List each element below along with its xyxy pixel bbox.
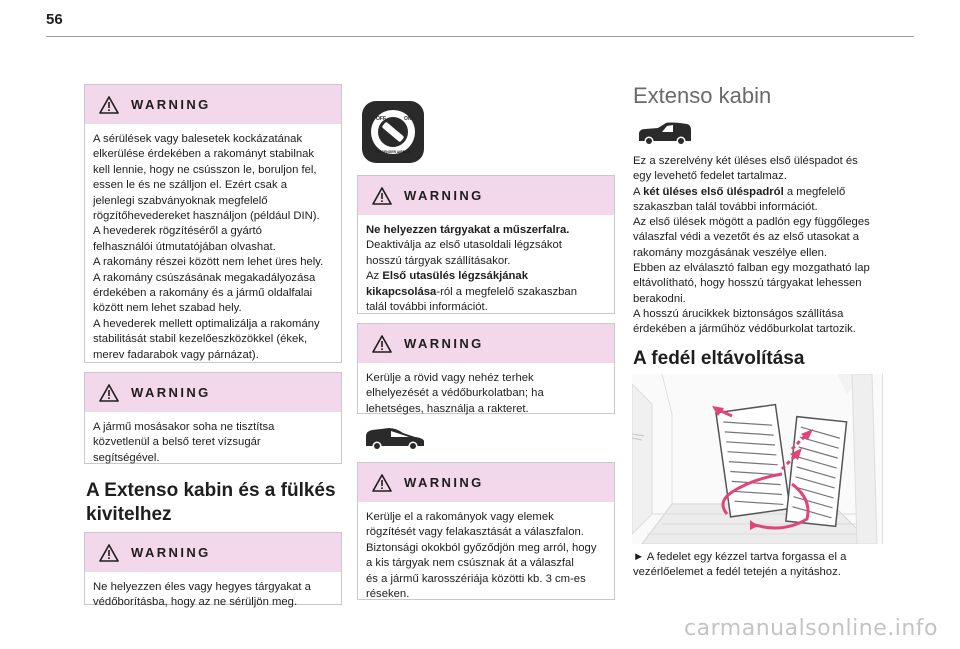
watermark-text: carmanualsonline.info xyxy=(684,616,938,641)
body-text-line: Ez a szerelvény két üléses első üléspadot és xyxy=(633,155,858,167)
warning-text-line: réseken. xyxy=(366,588,410,601)
warning-title: WARNING xyxy=(131,385,211,400)
warning-text-line: elhelyezését a védőburkolatban; ha xyxy=(366,387,544,400)
warning-text-line: kell lennie, hogy ne csússzon le, boruljon fel, xyxy=(93,163,317,176)
warning-text-line: essen le és ne szálljon el. Ezért csak a xyxy=(93,179,288,192)
warning-header xyxy=(358,463,614,502)
warning-text-line: a kis tárgyak nem csúsznak át a válaszfal xyxy=(366,557,574,570)
warning-text: Az xyxy=(366,270,383,283)
warning-box-washing xyxy=(84,372,342,464)
body-text: a megfelelő xyxy=(783,185,846,198)
warning-body xyxy=(358,502,614,610)
warning-box-sharp-objects xyxy=(84,532,342,609)
extenso-cab-title: Extenso kabin xyxy=(633,83,772,108)
warning-text-line: rögzítését vagy felakasztását a válaszfalon. xyxy=(366,526,584,539)
warning-bold-text: Ne helyezzen tárgyakat a műszerfalra. xyxy=(366,224,570,236)
warning-text-line: talál további információt. xyxy=(366,301,488,314)
body-bold-text: két üléses első üléspadról xyxy=(643,185,784,198)
warning-header xyxy=(358,176,614,215)
warning-body xyxy=(85,572,341,619)
warning-text-line: rögzítőhevedereket használjon (például DIN). xyxy=(93,210,320,223)
warning-text-line: és a jármű karosszériája közötti kb. 3 cm-es xyxy=(366,572,586,585)
body-text-line: berakodni. xyxy=(633,292,686,305)
airbag-switch-icon xyxy=(366,105,420,159)
heading-line: A Extenso kabin és a fülkés xyxy=(86,480,336,501)
warning-box-dashboard xyxy=(357,175,615,314)
warning-title: WARNING xyxy=(131,97,211,112)
section-heading-cover-removal: A fedél eltávolítása xyxy=(633,348,805,369)
warning-bold-text: kikapcsolása xyxy=(366,285,437,298)
large-van-icon xyxy=(363,425,427,453)
warning-title: WARNING xyxy=(404,475,484,490)
warning-text-line: lehetséges, használja a rakteret. xyxy=(366,402,529,415)
cover-removal-illustration xyxy=(632,374,883,544)
warning-header xyxy=(85,533,341,572)
body-text-line: válaszfal védi a vezetőt és az első utasokat a xyxy=(633,231,860,244)
warning-body xyxy=(358,215,614,323)
warning-text-line: A hevederek mellett optimalizálja a rakomány xyxy=(93,317,320,330)
warning-text-line: között nem lehet szabad hely. xyxy=(93,302,242,315)
warning-body xyxy=(85,124,341,371)
instruction-line: vezérlőelemet a fedél tetején a nyitáshoz. xyxy=(633,566,841,579)
warning-text-line: merev fadarabok vagy párnázat). xyxy=(93,348,259,361)
warning-bold-text: Első utasülés légzsákjának xyxy=(382,270,529,283)
cover-removal-instruction xyxy=(633,550,895,581)
body-text-line: érdekében a járműhöz védőburkolat tartozik. xyxy=(633,323,856,336)
warning-text-line: felhasználói útmutatójában olvashat. xyxy=(93,240,276,253)
body-text-line: Ebben az elválasztó falban egy mozgatható lap xyxy=(633,262,870,275)
warning-box-cargo-securing xyxy=(84,84,342,363)
warning-box-partition xyxy=(357,462,615,600)
body-text-line: Az első ülések mögött a padlón egy függőleges xyxy=(633,216,870,229)
body-text-line: A hosszú árucikkek biztonságos szállítása xyxy=(633,307,844,320)
section-heading-extenso-cab xyxy=(86,479,346,527)
warning-title: WARNING xyxy=(131,545,211,560)
warning-text-line: hosszú tárgyak szállításakor. xyxy=(366,254,511,267)
warning-text-line: Kerülje el a rakományok vagy elemek xyxy=(366,511,554,523)
warning-box-short-heavy-loads xyxy=(357,323,615,414)
warning-text-line: A rakomány részei között nem lehet üres hely. xyxy=(93,256,324,269)
warning-text-line: Ne helyezzen éles vagy hegyes tárgyakat a xyxy=(93,581,311,593)
warning-text-line: A hevederek rögzítéséről a gyártó xyxy=(93,225,262,238)
body-text-line: rakomány mozgásának veszélye ellen. xyxy=(633,246,828,259)
warning-text-line: Biztonsági okokból győződjön meg arról, hogy xyxy=(366,541,597,554)
warning-body xyxy=(85,412,341,474)
warning-triangle-icon xyxy=(372,335,392,353)
warning-text-line: A rakomány csúszásának megakadályozása xyxy=(93,271,316,284)
small-van-icon xyxy=(636,121,694,148)
warning-header xyxy=(85,85,341,124)
page-number: 56 xyxy=(46,11,63,28)
warning-text-line: segítségével. xyxy=(93,451,160,464)
heading-line: kivitelhez xyxy=(86,504,172,525)
warning-title: WARNING xyxy=(404,336,484,351)
instruction-line: ► A fedelet egy kézzel tartva forgassa el a xyxy=(633,551,847,563)
warning-triangle-icon xyxy=(99,96,119,114)
warning-text: -ról a megfelelő szakaszban xyxy=(436,285,577,298)
warning-triangle-icon xyxy=(99,384,119,402)
extenso-cab-description xyxy=(633,154,895,338)
body-text: A xyxy=(633,185,644,198)
warning-triangle-icon xyxy=(99,544,119,562)
warning-triangle-icon xyxy=(372,474,392,492)
passenger-airbag-off-icon xyxy=(362,101,424,163)
warning-text-line: védőborításba, hogy az ne sérüljön meg. xyxy=(93,596,298,609)
warning-title: WARNING xyxy=(404,188,484,203)
airbag-caption: PASSENGER AIRBAG xyxy=(375,150,411,154)
warning-text-line: jelenlegi szabványoknak megfelelő xyxy=(93,194,268,207)
body-text-line: szakaszban talál további információt. xyxy=(633,200,818,213)
warning-text-line: Deaktiválja az első utasoldali légzsákot xyxy=(366,239,562,252)
warning-triangle-icon xyxy=(372,187,392,205)
warning-text-line: A jármű mosásakor soha ne tisztítsa xyxy=(93,421,275,433)
warning-text-line: közvetlenül a belső teret vízsugár xyxy=(93,436,261,449)
top-rule xyxy=(46,36,914,37)
body-text-line: eltávolítható, hogy hosszú tárgyakat lehessen xyxy=(633,277,862,290)
warning-text-line: Kerülje a rövid vagy nehéz terhek xyxy=(366,372,534,384)
warning-header xyxy=(358,324,614,363)
warning-text-line: elkerülése érdekében a rakományt stabilnak xyxy=(93,148,315,161)
warning-text-line: érdekében a rakomány és a jármű oldalfalai xyxy=(93,287,313,300)
airbag-on-label: ON xyxy=(404,116,412,122)
warning-text-line: stabilitását stabil kezelőeszközökkel (ékek, xyxy=(93,333,308,346)
warning-text-line: A sérülések vagy balesetek kockázatának xyxy=(93,133,303,145)
warning-body xyxy=(358,363,614,425)
airbag-off-label: OFF xyxy=(376,116,386,122)
body-text-line: egy levehető fedelet tartalmaz. xyxy=(633,170,787,183)
warning-header xyxy=(85,373,341,412)
